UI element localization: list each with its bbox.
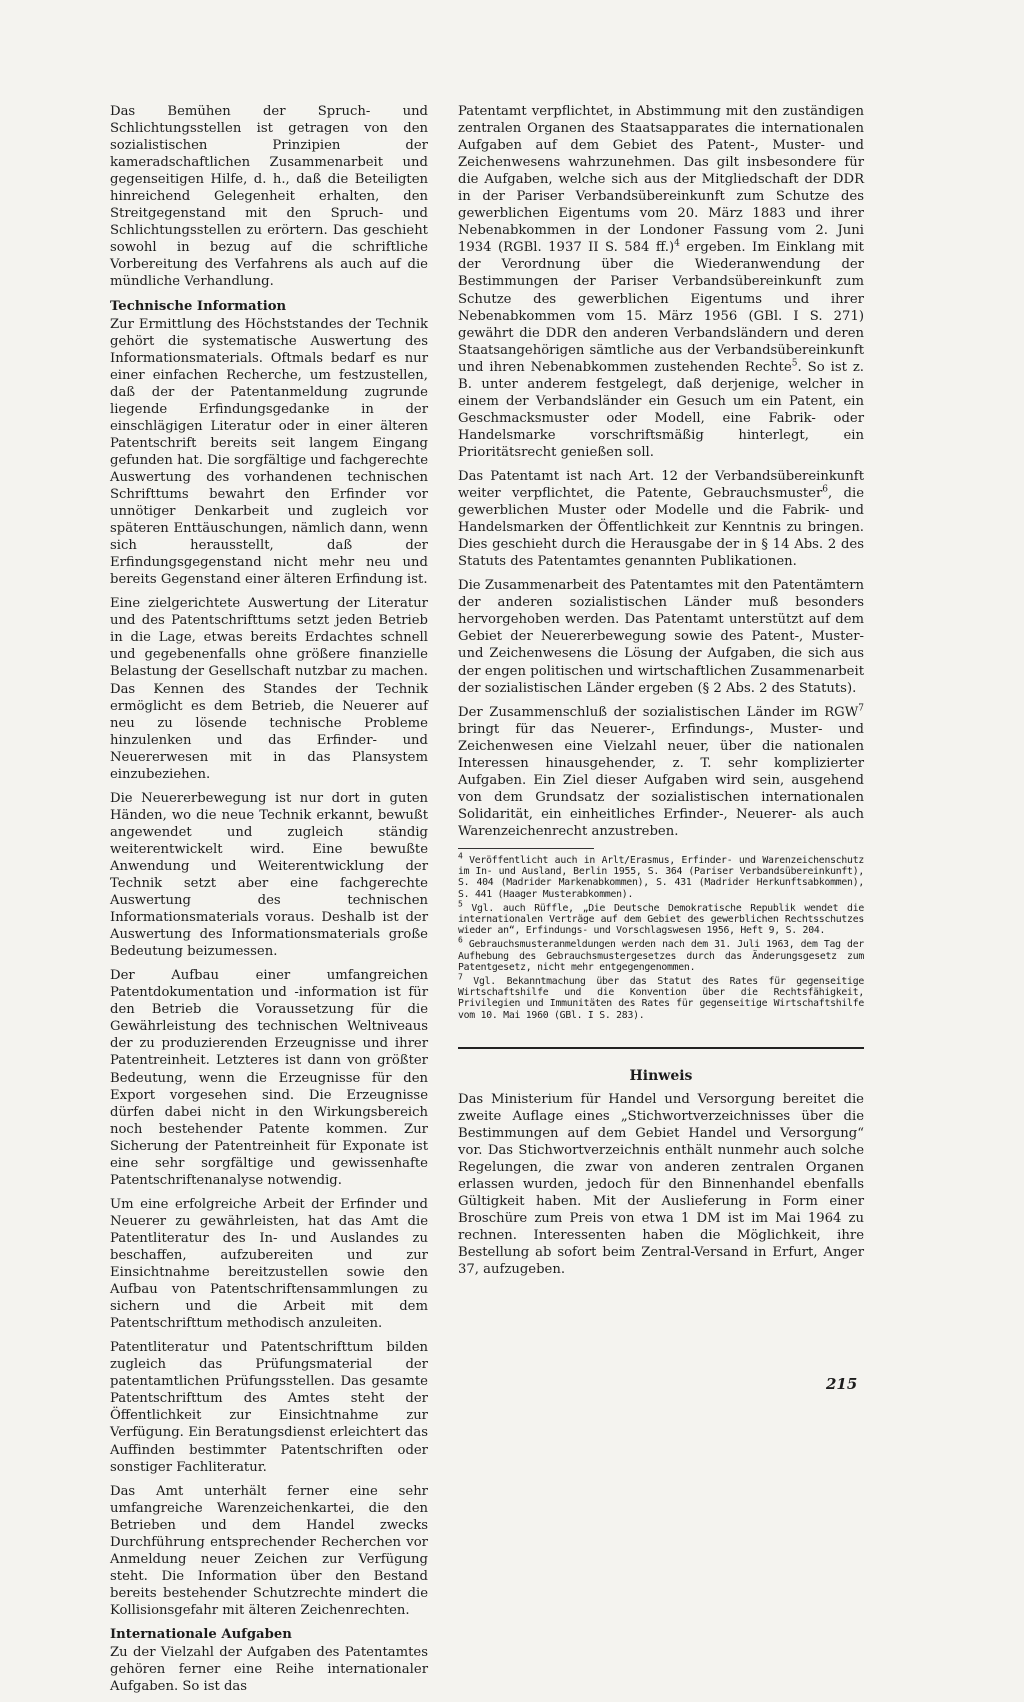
text-run: Patentamt verpflichtet, in Abstimmung mit den zuständigen zentralen Organen des Staatsapparates die internationalen Aufgaben auf dem Gebiet des Patent-, Muster- und Zeichenwesens wahrzunehmen. Das gilt insbesondere für die Aufgaben, welche sich aus der Mitgliedschaft der DDR in der Pariser Verbandsübereinkunft zum Schutze des gewerblichen Eigentums vom 20. März 1883 und ihrer Nebenabkommen in der Londoner Fassung vom 2. Juni 1934 (RGBl. 1937 II S. 584 ff.): [458, 104, 864, 256]
right-column: [458, 103, 864, 1285]
text-run: Der Zusammenschluß der sozialistischen Länder im RGW: [458, 704, 859, 720]
footnote-ref-4: 4: [674, 238, 680, 249]
paragraph: [458, 103, 864, 461]
footnote-number: 7: [458, 972, 463, 982]
footnote: [458, 936, 864, 973]
footnotes: [458, 851, 864, 1021]
footnote-ref-7: 7: [858, 703, 864, 714]
paragraph: Um eine erfolgreiche Arbeit der Erfinder und Neuerer zu gewährleisten, hat das Amt die Patentliteratur des In- und Auslandes zu beschaffen, aufzubereiten und zur Einsichtnahme bereitzustellen sowie den Aufbau von Patentschriftensammlungen zu sichern und die Arbeit mit dem Patentschrifttum methodisch anzuleiten.: [110, 1196, 428, 1332]
paragraph: Das Amt unterhält ferner eine sehr umfangreiche Warenzeichenkartei, die den Betrieben und dem Handel zwecks Durchführung entsprechender Recherchen vor Anmeldung neuer Zeichen zur Verfügung steht. Die Information über den Bestand bereits bestehender Schutzrechte mindert die Kollisionsgefahr mit älteren Zeichenrechten.: [110, 1483, 428, 1618]
text-run: ergeben. Im Einklang mit der Verordnung über die Wiederanwendung der Bestimmungen der Pariser Verbandsübereinkunft zum Schutze des gewerblichen Eigentums und ihrer Nebenabkommen vom 15. März 1956 (GBl. I S. 271) gewährt die DDR den anderen Verbandsländern und deren Staatsangehörigen sämtliche aus der Verbandsübereinkunft und ihren Nebenabkommen zustehenden Rechte: [458, 240, 864, 375]
text-run: , die gewerblichen Muster oder Modelle und die Fabrik- und Handelsmarken der Öffentlichkeit zur Kenntnis zu bringen. Dies geschieht durch die Herausgabe der in § 14 Abs. 2 des Statuts des Patentamtes genannten Publikationen.: [458, 486, 864, 570]
footnote-number: 5: [458, 899, 463, 909]
paragraph: Zu der Vielzahl der Aufgaben des Patentamtes gehören ferner eine Reihe internationaler Aufgaben. So ist das: [110, 1644, 428, 1695]
paragraph: Zur Ermittlung des Höchststandes der Technik gehört die systematische Auswertung des Informationsmaterials. Oftmals bedarf es nur einer einfachen Recherche, um festzustellen, daß der der Patentanmeldung zugrunde liegende Erfindungsgedanke in der einschlägigen Literatur oder in einer älteren Patentschrift bereits seit langem Eingang gefunden hat. Die sorgfältige und fachgerechte Auswertung des vorhandenen technischen Schrifttums bewahrt den Erfinder vor unnötiger Denkarbeit und zugleich vor späteren Enttäuschungen, nämlich dann, wenn sich herausstellt, daß der Erfindungsgegenstand nicht mehr neu und bereits Gegenstand einer älteren Erfindung ist.: [110, 316, 428, 588]
text-run: bringt für das Neuerer-, Erfindungs-, Muster- und Zeichenwesen eine Vielzahl neuer, über die nationalen Interessen hinausgehender, z. T. sehr komplizierter Aufgaben. Ein Ziel dieser Aufgaben wird sein, ausgehend von dem Grundsatz der sozialistischen internationalen Solidarität, ein einheitliches Erfinder-, Neuerer- als auch Warenzeichenrecht anzustreben.: [458, 721, 864, 839]
footnote: [458, 972, 864, 1021]
page-number: 215: [826, 1375, 858, 1393]
paragraph: Die Zusammenarbeit des Patentamtes mit den Patentämtern der anderen sozialistischen Länder muß besonders hervorgehoben werden. Das Patentamt unterstützt auf dem Gebiet der Neuererbewegung sowie des Patent-, Muster- und Zeichenwesens die Lösung der Aufgaben, die sich aus der engen politischen und wirtschaftlichen Zusammenarbeit der sozialistischen Länder ergeben (§ 2 Abs. 2 des Statuts).: [458, 578, 864, 696]
footnote-text: Veröffentlicht auch in Arlt/Erasmus, Erfinder- und Warenzeichenschutz im In- und Ausland, Berlin 1955, S. 364 (Pariser Verbandsübereinkunft), S. 404 (Madrider Markenabkommen), S. 431 (Madrider Herkunftsabkommen), S. 441 (Haager Musterabkommen).: [458, 854, 864, 900]
footnote: [458, 851, 864, 900]
left-column: [110, 103, 428, 1702]
footnote-ref-5: 5: [791, 358, 798, 369]
footnote-number: 6: [458, 936, 463, 946]
section-divider: [458, 1047, 864, 1049]
footnote-number: 4: [458, 851, 463, 861]
text-run: Das Patentamt ist nach Art. 12 der Verbandsübereinkunft weiter verpflichtet, die Patente, Gebrauchsmuster: [458, 468, 864, 502]
footnote: [458, 899, 864, 937]
text-run: . So ist z. B. unter anderem festgelegt, daß derjenige, welcher in einem der Verbandsländer ein Gesuch um ein Patent, ein Geschmacksmuster oder Modell, eine Fabrik- oder Handelsmarke vorschriftsmäßig hinterlegt, ein Prioritätsrecht genießen soll.: [458, 359, 864, 460]
footnote-ref-6: 6: [822, 484, 829, 495]
footnote-text: Gebrauchsmusteranmeldungen werden nach dem 31. Juli 1963, dem Tag der Aufhebung des Gebrauchsmustergesetzes durch das Änderungsgesetz zum Patentgesetz, nicht mehr entgegengenommen.: [458, 939, 864, 973]
paragraph: Der Aufbau einer umfangreichen Patentdokumentation und -information ist für den Betrieb die Voraussetzung für die Gewährleistung des technischen Weltniveaus der zu produzierenden Erzeugnisse und ihrer Patentreinheit. Letzteres ist dann von größter Bedeutung, wenn die Erzeugnisse für den Export vorgesehen sind. Die Erzeugnisse dürfen dabei nicht in den Wirkungsbereich noch bestehender Patente kommen. Zur Sicherung der Patentreinheit für Exponate ist eine sehr sorgfältige und gewissenhafte Patentschriftenanalyse notwendig.: [110, 968, 428, 1188]
footnote-separator: [458, 848, 594, 849]
footnote-text: Vgl. Bekanntmachung über das Statut des Rates für gegenseitige Wirtschaftshilfe und die Konvention über die Rechtsfähigkeit, Privilegien und Immunitäten des Rates für gegenseitige Wirtschaftshilfe vom 10. Mai 1960 (GBl. I S. 283).: [458, 976, 864, 1021]
section-heading-internationale-aufgaben: Internationale Aufgaben: [110, 1626, 292, 1642]
footnote-text: Vgl. auch Rüffle, „Die Deutsche Demokratische Republik wendet die internationalen Verträge auf dem Gebiet des gewerblichen Rechtsschutzes wieder an“, Erfindungs- und Vorschlagswesen 1956, Heft 9, S. 204.: [458, 902, 864, 937]
paragraph: [458, 468, 864, 570]
paragraph: [458, 704, 864, 840]
hinweis-paragraph: Das Ministerium für Handel und Versorgung bereitet die zweite Auflage eines „Stichwortverzeichnisses über die Bestimmungen auf dem Gebiet Handel und Versorgung“ vor. Das Stichwortverzeichnis enthält nunmehr auch solche Regelungen, die zwar von anderen zentralen Organen erlassen wurden, jedoch für den Binnenhandel ebenfalls Gültigkeit haben. Mit der Auslieferung in Form einer Broschüre zum Preis von etwa 1 DM ist im Mai 1964 zu rechnen. Interessenten haben die Möglichkeit, ihre Bestellung ab sofort beim Zentral-Versand in Erfurt, Anger 37, aufzugeben.: [458, 1091, 864, 1278]
paragraph: Die Neuererbewegung ist nur dort in guten Händen, wo die neue Technik erkannt, bewußt angewendet und zugleich ständig weiterentwickelt wird. Eine bewußte Anwendung und Weiterentwicklung der Technik setzt aber eine fachgerechte Auswertung des technischen Informationsmaterials voraus. Deshalb ist der Auswertung des Informationsmaterials große Bedeutung beizumessen.: [110, 790, 428, 960]
hinweis-heading: Hinweis: [629, 1067, 693, 1084]
paragraph: Das Bemühen der Spruch- und Schlichtungsstellen ist getragen von den sozialistischen Prinzipien der kameradschaftlichen Zusammenarbeit und gegenseitigen Hilfe, d. h., daß die Beteiligten hinreichend Gelegenheit erhalten, den Streitgegenstand mit den Spruch- und Schlichtungsstellen zu erörtern. Das geschieht sowohl in bezug auf die schriftliche Vorbereitung des Verfahrens als auch auf die mündliche Verhandlung.: [110, 104, 428, 290]
paragraph: Eine zielgerichtete Auswertung der Literatur und des Patentschrifttums setzt jeden Betrieb in die Lage, etwas bereits Erdachtes schnell und gegebenenfalls ohne größere finanzielle Belastung der Gesellschaft nutzbar zu machen. Das Kennen des Standes der Technik ermöglicht es dem Betrieb, die Neuerer auf neu zu lösende technische Probleme hinzulenken und das Erfinder- und Neuererwesen mit in das Plansystem einzubeziehen.: [110, 596, 428, 782]
section-heading-technische-information: Technische Information: [110, 298, 287, 314]
paragraph: Patentliteratur und Patentschrifttum bilden zugleich das Prüfungsmaterial der patentamtlichen Prüfungsstellen. Das gesamte Patentschrifttum des Amtes steht der Öffentlichkeit zur Einsichtnahme zur Verfügung. Ein Beratungsdienst erleichtert das Auffinden bestimmter Patentschriften oder sonstiger Fachliteratur.: [110, 1340, 428, 1475]
